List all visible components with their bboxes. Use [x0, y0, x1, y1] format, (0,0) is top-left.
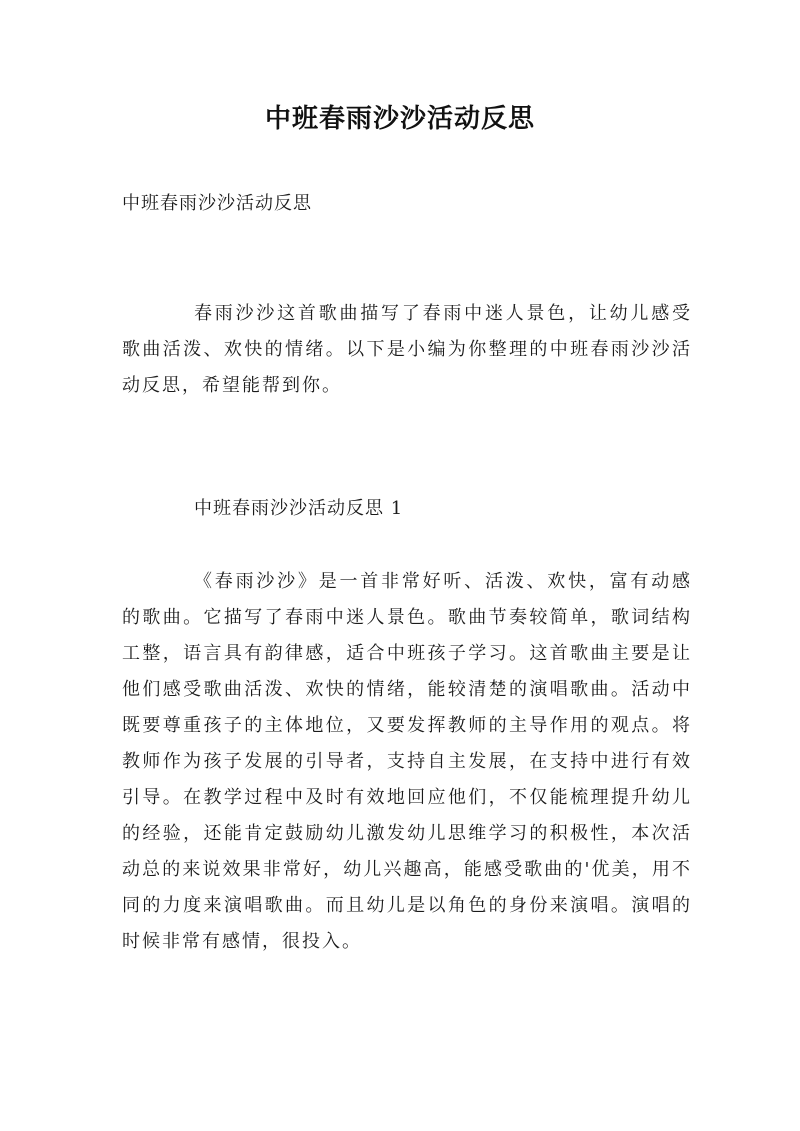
document-subtitle: 中班春雨沙沙活动反思	[122, 193, 312, 214]
section-heading: 中班春雨沙沙活动反思 1	[194, 498, 404, 519]
section-body-paragraph: 《春雨沙沙》是一首非常好听、活泼、欢快，富有动感的歌曲。它描写了春雨中迷人景色。歌曲节奏较简单，歌词结构工整，语言具有韵律感，适合中班孩子学习。这首歌曲主要是让他们感受歌曲活泼、欢快的情绪，能较清楚的演唱歌曲。活动中既要尊重孩子的主体地位，又要发挥教师的主导作用的观点。将教师作为孩子发展的引导者，支持自主发展，在支持中进行有效引导。在教学过程中及时有效地回应他们，不仅能梳理提升幼儿的经验，还能肯定鼓励幼儿激发幼儿思维学习的积极性，本次活动总的来说效果非常好，幼儿兴趣高，能感受歌曲的'优美，用不同的力度来演唱歌曲。而且幼儿是以角色的身份来演唱。演唱的时候非常有感情，很投入。	[122, 571, 692, 952]
intro-paragraph: 春雨沙沙这首歌曲描写了春雨中迷人景色，让幼儿感受歌曲活泼、欢快的情绪。以下是小编为你整理的中班春雨沙沙活动反思，希望能帮到你。	[122, 303, 692, 396]
page-title: 中班春雨沙沙活动反思	[264, 104, 535, 134]
